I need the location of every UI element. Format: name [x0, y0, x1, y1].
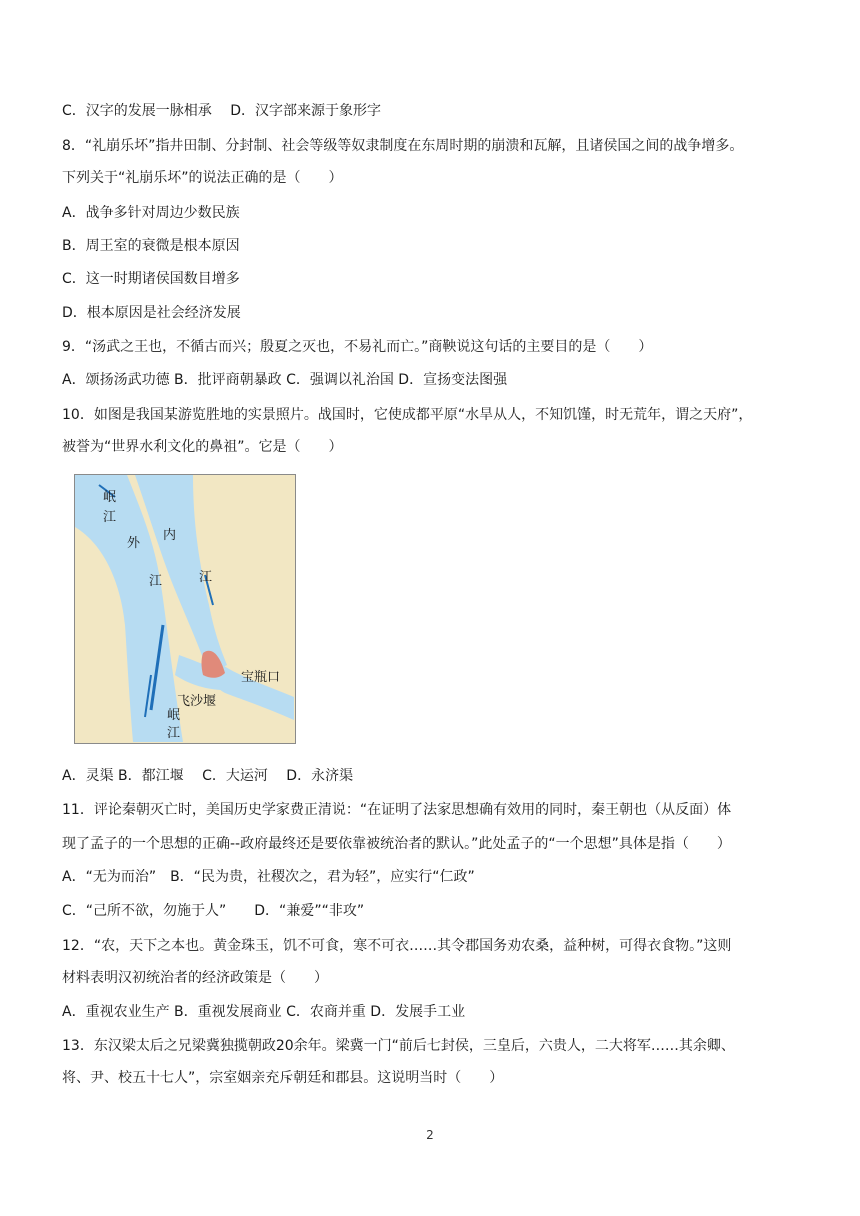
label-minjiang-bottom-2: 江	[167, 726, 181, 741]
text-line: A．灵渠 B．都江堰 C．大运河 D．永济渠	[62, 768, 354, 784]
label-minjiang-top-2: 江	[103, 510, 117, 525]
label-outer-1: 外	[127, 536, 141, 551]
text-line: 将、尹、校五十七人”，宗室姻亲充斥朝廷和郡县。这说明当时（ ）	[62, 1070, 504, 1086]
text-line: 现了孟子的一个思想的正确--政府最终还是要依靠被统治者的默认。”此处孟子的“一个思想”具体是指（ ）	[62, 836, 731, 852]
text-line: 被誉为“世界水利文化的鼻祖”。它是（ ）	[62, 439, 343, 455]
text-line: A．颂扬汤武功德 B．批评商朝暴政 C．强调以礼治国 D．宣扬变法图强	[62, 372, 508, 388]
label-minjiang-top-1: 岷	[103, 490, 117, 505]
text-line: A．“无为而治” B．“民为贵，社稷次之，君为轻”，应实行“仁政”	[62, 869, 475, 885]
text-line: C．这一时期诸侯国数目增多	[62, 271, 240, 287]
label-baopingkou: 宝瓶口	[241, 670, 281, 685]
text-line: B．周王室的衰微是根本原因	[62, 238, 240, 254]
text-line: 9．“汤武之王也，不循古而兴；殷夏之灭也，不易礼而亡。”商鞅说这句话的主要目的是（ ）	[62, 339, 653, 355]
label-feishayan: 飞沙堰	[177, 694, 217, 709]
text-line: 8．“礼崩乐坏”指井田制、分封制、社会等级等奴隶制度在东周时期的崩溃和瓦解，且诸侯国之间的战争增多。	[62, 138, 744, 154]
text-line: 10．如图是我国某游览胜地的实景照片。战国时，它使成都平原“水旱从人，不知饥馑，时无荒年，谓之天府”，	[62, 407, 753, 423]
text-line: A．战争多针对周边少数民族	[62, 205, 240, 221]
dujiangyan-map	[74, 474, 296, 744]
label-inner-1: 内	[163, 528, 177, 543]
label-minjiang-bottom-1: 岷	[167, 708, 181, 723]
text-line: 13．东汉梁太后之兄梁冀独揽朝政20余年。梁冀一门“前后七封侯，三皇后，六贵人，二大将军……其余卿、	[62, 1038, 735, 1054]
text-line: 材料表明汉初统治者的经济政策是（ ）	[62, 970, 328, 986]
page-number: 2	[426, 1128, 434, 1142]
text-line: A．重视农业生产 B．重视发展商业 C．农商并重 D．发展手工业	[62, 1004, 466, 1020]
text-line: D．根本原因是社会经济发展	[62, 305, 241, 321]
text-line: C．“己所不欲，勿施于人” D．“兼爱”“非攻”	[62, 903, 365, 919]
map-svg	[75, 475, 294, 742]
label-outer-2: 江	[149, 574, 163, 589]
text-line: C．汉字的发展一脉相承 D．汉字部来源于象形字	[62, 103, 382, 119]
label-inner-2: 江	[199, 570, 213, 585]
text-line: 12．“农，天下之本也。黄金珠玉，饥不可食，寒不可衣……其令郡国务劝农桑，益种树，可得衣食物。”这则	[62, 938, 732, 954]
text-line: 11．评论秦朝灭亡时，美国历史学家费正清说：“在证明了法家思想确有效用的同时，秦王朝也（从反面）体	[62, 802, 732, 818]
text-line: 下列关于“礼崩乐坏”的说法正确的是（ ）	[62, 170, 343, 186]
